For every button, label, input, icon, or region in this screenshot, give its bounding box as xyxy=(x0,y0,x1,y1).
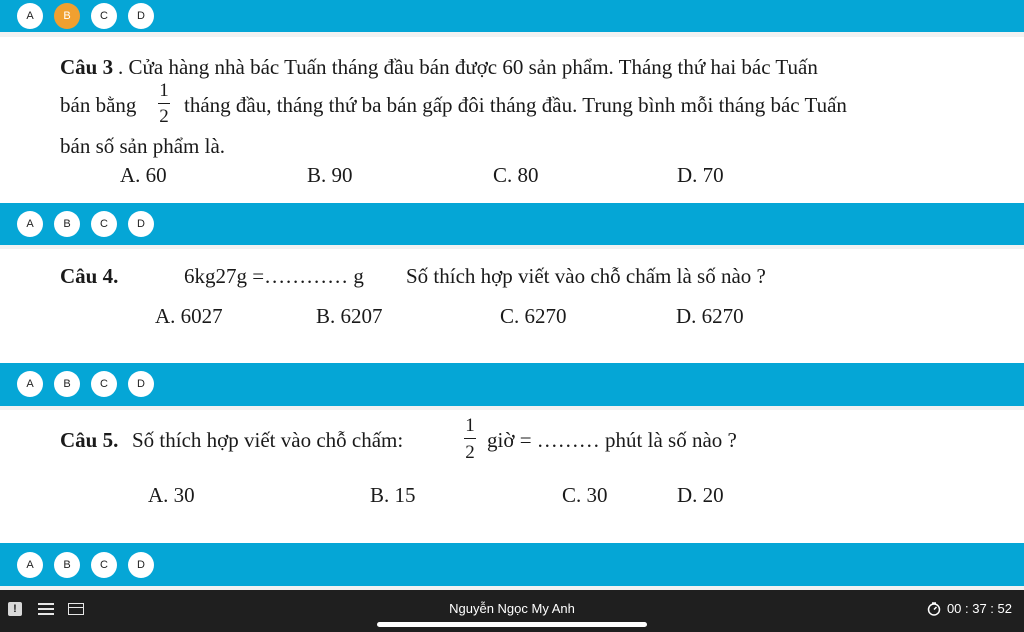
q3-line-3: bán số sản phẩm là. xyxy=(60,134,226,158)
question-5-card xyxy=(0,410,1024,543)
q4-label: Câu 4. xyxy=(60,264,119,288)
q3-line-2b: tháng đầu, tháng thứ ba bán gấp đôi tháng đầu. Trung bình mỗi tháng bác Tuấn xyxy=(184,93,847,117)
q5-label: Câu 5. xyxy=(60,428,119,452)
q6-option-d-button[interactable]: D xyxy=(128,552,154,578)
q5-option-c-button[interactable]: C xyxy=(91,371,117,397)
q4-question: Số thích hợp viết vào chỗ chấm là số nào ? xyxy=(406,264,766,288)
answer-bar-q6 xyxy=(0,543,1024,586)
q3-option-c-button[interactable]: C xyxy=(91,3,117,29)
q5-text-1: Số thích hợp viết vào chỗ chấm: xyxy=(132,428,404,452)
q3-choice-d: D. 70 xyxy=(677,163,724,187)
student-name: Nguyễn Ngọc My Anh xyxy=(449,601,575,616)
q5-option-b-button[interactable]: B xyxy=(54,371,80,397)
home-indicator[interactable] xyxy=(377,622,647,627)
q3-fraction-bar xyxy=(158,103,170,104)
q5-text-2: giờ = ……… phút là số nào ? xyxy=(487,428,737,452)
q4-option-b-button[interactable]: B xyxy=(54,211,80,237)
q5-fraction-bar xyxy=(464,438,476,439)
q4-option-a-button[interactable]: A xyxy=(17,211,43,237)
question-4-card xyxy=(0,249,1024,363)
q5-fraction-numerator: 1 xyxy=(465,415,475,436)
q3-option-d-button[interactable]: D xyxy=(128,3,154,29)
q3-option-b-button[interactable]: B xyxy=(54,3,80,29)
q4-expression: 6kg27g =………… g xyxy=(184,264,364,288)
q5-option-d-button[interactable]: D xyxy=(128,371,154,397)
q3-choice-b: B. 90 xyxy=(307,163,353,187)
stopwatch-icon xyxy=(927,602,941,616)
q5-choice-b: B. 15 xyxy=(370,483,416,507)
answer-bar-q4 xyxy=(0,203,1024,245)
q5-choice-d: D. 20 xyxy=(677,483,724,507)
q6-option-b-button[interactable]: B xyxy=(54,552,80,578)
q3-fraction-numerator: 1 xyxy=(159,80,169,101)
answer-bar-q5 xyxy=(0,363,1024,406)
answer-bar-q3 xyxy=(0,0,1024,32)
timer xyxy=(927,601,1012,616)
q3-label: Câu 3 xyxy=(60,55,114,79)
question-3-card xyxy=(0,37,1024,203)
q5-fraction-denominator: 2 xyxy=(465,442,475,463)
q4-option-d-button[interactable]: D xyxy=(128,211,154,237)
q5-choice-a: A. 30 xyxy=(148,483,195,507)
q3-fraction-denominator: 2 xyxy=(159,106,169,127)
timer-value: 00 : 37 : 52 xyxy=(946,601,1012,616)
q5-choice-c: C. 30 xyxy=(562,483,608,507)
layout-icon[interactable] xyxy=(68,603,84,615)
q3-choice-c: C. 80 xyxy=(493,163,539,187)
q4-choice-d: D. 6270 xyxy=(676,304,744,328)
q3-line-1: . Cửa hàng nhà bác Tuấn tháng đầu bán được 60 sản phẩm. Tháng thứ hai bác Tuấn xyxy=(118,55,818,79)
q4-choice-a: A. 6027 xyxy=(155,304,223,328)
q4-choice-b: B. 6207 xyxy=(316,304,383,328)
q5-option-a-button[interactable]: A xyxy=(17,371,43,397)
report-icon[interactable]: ! xyxy=(8,602,22,616)
question-list-icon[interactable] xyxy=(38,603,54,616)
q4-option-c-button[interactable]: C xyxy=(91,211,117,237)
q3-choice-a: A. 60 xyxy=(120,163,167,187)
q6-option-c-button[interactable]: C xyxy=(91,552,117,578)
q3-line-2a: bán bằng xyxy=(60,93,137,117)
q3-option-a-button[interactable]: A xyxy=(17,3,43,29)
q6-option-a-button[interactable]: A xyxy=(17,552,43,578)
q4-choice-c: C. 6270 xyxy=(500,304,567,328)
